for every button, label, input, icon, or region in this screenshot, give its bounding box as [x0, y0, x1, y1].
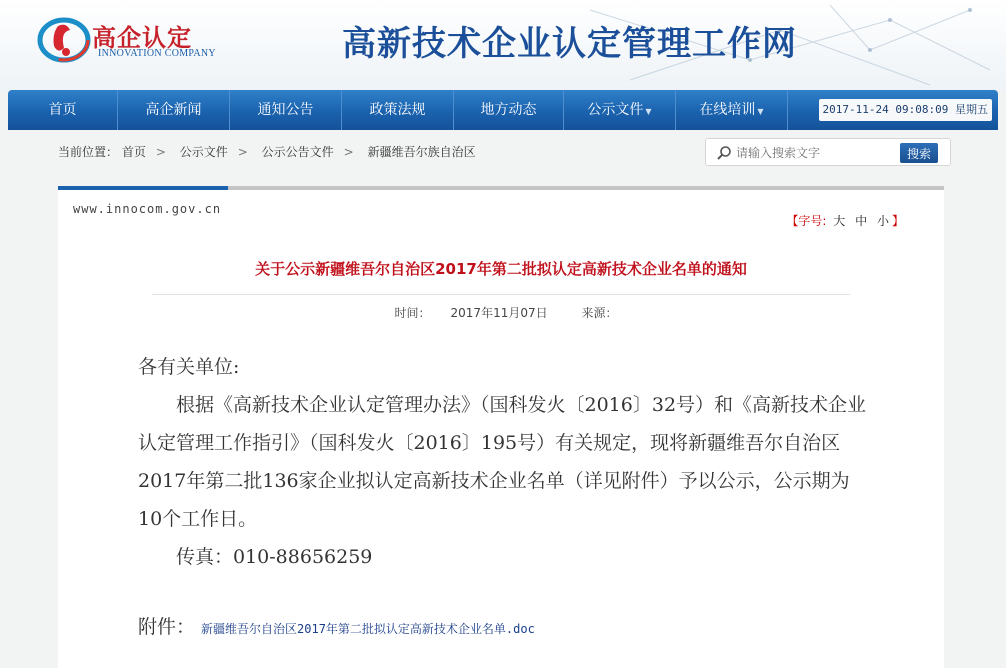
main-nav [8, 90, 998, 130]
publish-date: 2017年11月07日 [450, 306, 548, 320]
nav-item-home[interactable] [8, 90, 118, 130]
font-size-label: 【字号: [786, 214, 827, 228]
breadcrumb-item-home[interactable]: 首页 [121, 145, 146, 159]
nav-label: 公示文件 [587, 102, 644, 118]
attachment-label: 附件： [138, 616, 196, 638]
site-header [0, 0, 1006, 90]
breadcrumb-item-public-files[interactable]: 公示文件 [179, 145, 228, 159]
article-panel [58, 186, 944, 668]
salutation: 各有关单位: [138, 356, 240, 378]
logo-subtitle: INNOVATION COMPANY [98, 48, 216, 59]
nav-label: 高企新闻 [145, 102, 202, 118]
breadcrumb-item-region[interactable]: 新疆维吾尔族自治区 [367, 145, 476, 159]
nav-item-notices[interactable] [230, 90, 342, 130]
nav-item-news[interactable] [118, 90, 230, 130]
site-logo[interactable] [36, 8, 236, 70]
breadcrumb [58, 143, 476, 160]
breadcrumb-prefix: 当前位置： [58, 145, 119, 159]
article-body [138, 348, 868, 576]
breadcrumb-bar [8, 130, 998, 172]
site-domain: www.innocom.gov.cn [73, 202, 222, 216]
nav-label: 通知公告 [257, 102, 314, 118]
nav-label: 地方动态 [480, 102, 537, 118]
attachment-row [138, 612, 535, 639]
search-input[interactable] [736, 143, 896, 163]
font-size-close: 】 [891, 214, 904, 228]
title-divider [152, 294, 850, 295]
breadcrumb-item-announcements[interactable]: 公示公告文件 [261, 145, 334, 159]
nav-item-policy[interactable] [342, 90, 454, 130]
datetime-display: 2017-11-24 09:08:09 星期五 [819, 99, 992, 121]
body-paragraph: 根据《高新技术企业认定管理办法》（国科发火〔2016〕32号）和《高新技术企业认定管理工作指引》（国科发火〔2016〕195号）有关规定，现将新疆维吾尔自治区2017年第二批136家企业拟认定高新技术企业名单（详见附件）予以公示，公示期为10个工作日。 [138, 394, 867, 530]
search-button[interactable]: 搜索 [900, 143, 938, 163]
font-size-large[interactable]: 大 [833, 214, 846, 228]
panel-top-accent [58, 186, 228, 190]
nav-label: 首页 [48, 102, 77, 118]
source-label: 来源： [581, 306, 618, 320]
nav-label: 在线培训 [699, 102, 756, 118]
panel-top-divider [58, 186, 944, 190]
nav-clock [819, 90, 998, 130]
dropdown-arrow-icon: ▼ [645, 107, 652, 116]
nav-item-public-files[interactable] [564, 90, 676, 130]
nav-label: 政策法规 [369, 102, 426, 118]
breadcrumb-separator-icon: > [155, 145, 166, 159]
search-icon [716, 145, 732, 161]
dropdown-arrow-icon: ▼ [757, 107, 764, 116]
article-title: 关于公示新疆维吾尔自治区2017年第二批拟认定高新技术企业名单的通知 [255, 260, 747, 278]
font-size-medium[interactable]: 中 [855, 214, 868, 228]
site-title: 高新技术企业认定管理工作网 [342, 24, 797, 64]
nav-item-training[interactable] [676, 90, 788, 130]
time-label: 时间： [394, 306, 431, 320]
logo-swirl-icon [36, 8, 98, 70]
font-size-small[interactable]: 小 [876, 214, 889, 228]
breadcrumb-separator-icon: > [237, 145, 248, 159]
font-size-control [786, 212, 904, 229]
search-box [705, 138, 951, 166]
breadcrumb-separator-icon: > [343, 145, 354, 159]
logo-text: 高企认定 [92, 23, 192, 52]
nav-item-local[interactable] [454, 90, 564, 130]
attachment-link[interactable]: 新疆维吾尔自治区2017年第二批拟认定高新技术企业名单.doc [201, 622, 535, 636]
article-meta [58, 304, 944, 321]
fax-line: 传真：010-88656259 [176, 546, 373, 568]
